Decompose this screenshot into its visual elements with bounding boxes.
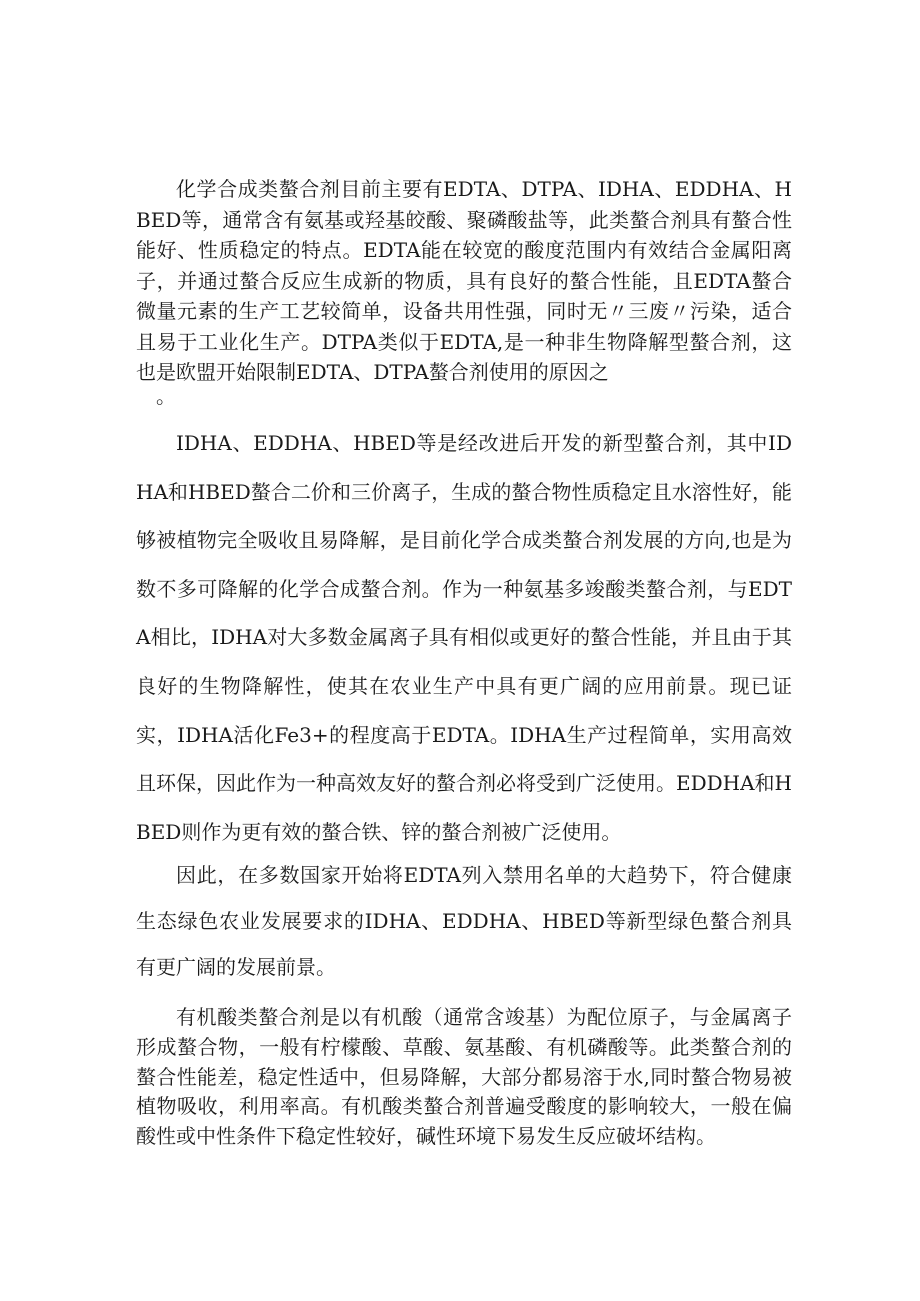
paragraph-outlook: 因此，在多数国家开始将EDTA列入禁用名单的大趋势下，符合健康生态绿色农业发展要求的IDHA、EDDHA、HBED等新型绿色螯合剂具有更广阔的发展前景。: [136, 863, 792, 979]
paragraph-organic-acid-chelators: 有机酸类螯合剂是以有机酸（通常含竣基）为配位原子，与金属离子形成螯合物，一般有柠檬酸、草酸、氨基酸、有机磷酸等。此类螯合剂的螯合性能差，稳定性适中，但易降解，大部分都易溶于水,同时螯合物易被植物吸收，利用率高。有机酸类螯合剂普遍受酸度的影响较大，一般在偏酸性或中性条件下稳定性较好，碱性环境下易发生反应破坏结构。: [136, 1005, 792, 1149]
paragraph-continuation-mark: 。: [156, 384, 176, 408]
paragraph-chemical-chelators: 化学合成类螯合剂目前主要有EDTA、DTPA、IDHA、EDDHA、HBED等，通常含有氨基或羟基皎酸、聚磷酸盐等，此类螯合剂具有螯合性能好、性质稳定的特点。EDTA能在较宽的酸度范围内有效结合金属阳离子，并通过螯合反应生成新的物质，具有良好的螯合性能，且EDTA螯合微量元素的生产工艺较简单，设备共用性强，同时无〃三废〃污染，适合且易于工业化生产。DTPA类似于EDTA,是一种非生物降解型螯合剂，这也是欧盟开始限制EDTA、DTPA螯合剂使用的原因之: [136, 177, 792, 384]
paragraph-new-chelators: IDHA、EDDHA、HBED等是经改进后开发的新型螯合剂，其中IDHA和HBED螯合二价和三价离子，生成的螯合物性质稳定且水溶性好，能够被植物完全吸收且易降解，是目前化学合成类螯合剂发展的方向,也是为数不多可降解的化学合成螯合剂。作为一种氨基多竣酸类螯合剂，与EDTA相比，IDHA对大多数金属离子具有相似或更好的螯合性能，并且由于其良好的生物降解性，使其在农业生产中具有更广阔的应用前景。现已证实，IDHA活化Fe3+的程度高于EDTA。IDHA生产过程简单，实用高效且环保，因此作为一种高效友好的螯合剂必将受到广泛使用。EDDHA和HBED则作为更有效的螯合铁、锌的螯合剂被广泛使用。: [136, 431, 792, 844]
